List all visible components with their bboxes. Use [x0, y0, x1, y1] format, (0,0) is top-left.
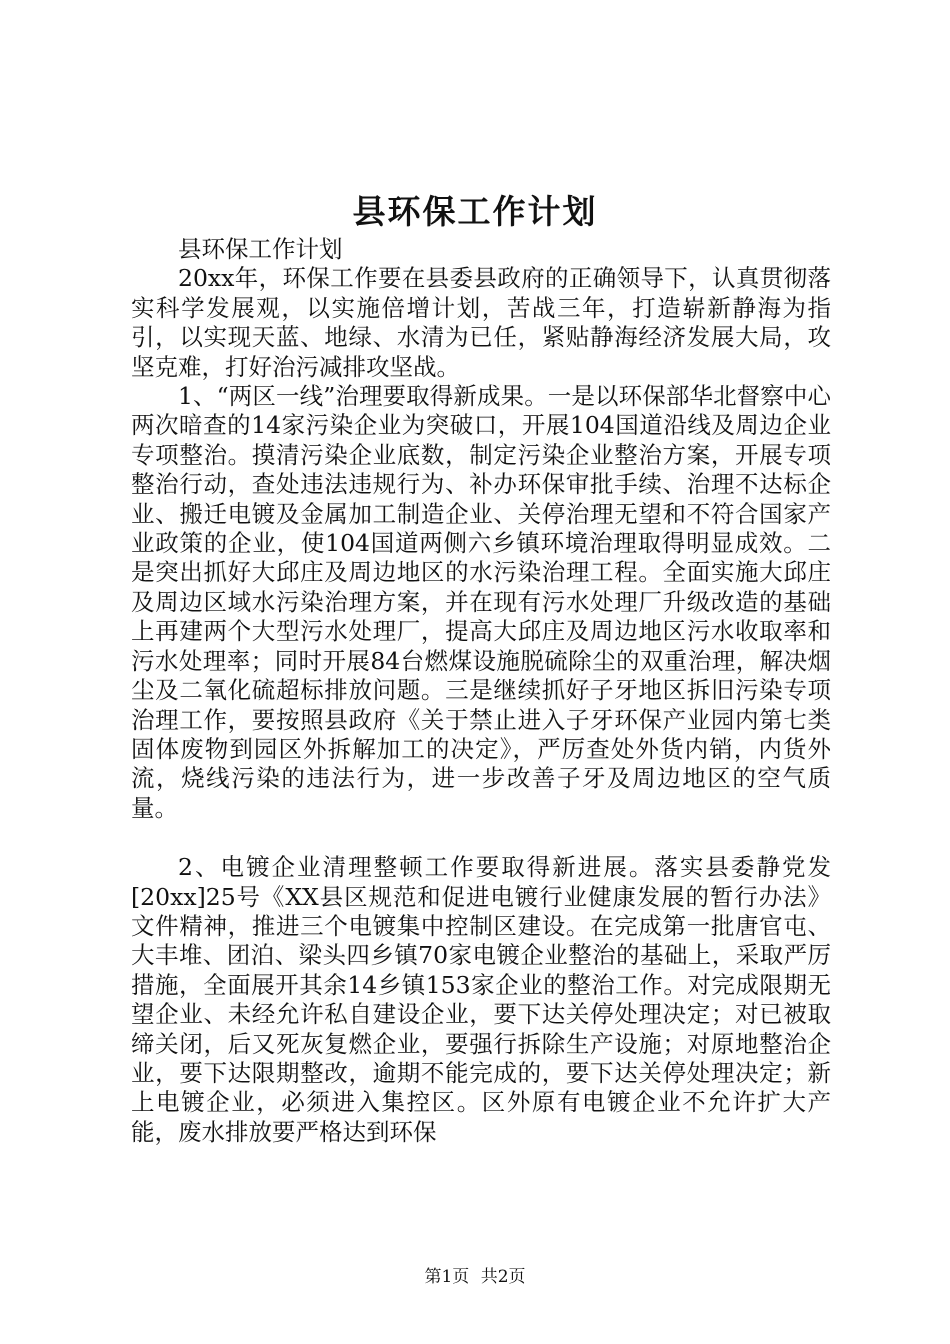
- paragraph-subtitle: 县环保工作计划: [178, 235, 343, 263]
- document-title: 县环保工作计划: [352, 192, 598, 231]
- document-body: [131, 235, 831, 1147]
- paragraph-section-2: 2、电镀企业清理整顿工作要取得新进展。落实县委静党发[20xx]25号《XX县区规范和促进电镀行业健康发展的暂行办法》文件精神，推进三个电镀集中控制区建设。在完成第一批唐官屯、大丰堆、团泊、梁头四乡镇70家电镀企业整治的基础上，采取严厉措施，全面展开其余14乡镇153家企业的整治工作。对完成限期无望企业、未经允许私自建设企业，要下达关停处理决定；对已被取缔关闭，后又死灰复燃企业，要强行拆除生产设施；对原地整治企业，要下达限期整改，逾期不能完成的，要下达关停处理决定；新上电镀企业，必须进入集控区。区外原有电镀企业不允许扩大产能，废水排放要严格达到环保: [131, 853, 831, 1146]
- page-footer: [0, 1262, 950, 1287]
- paragraph-section-1: 1、“两区一线”治理要取得新成果。一是以环保部华北督察中心两次暗查的14家污染企业为突破口，开展104国道沿线及周边企业专项整治。摸清污染企业底数，制定污染企业整治方案，开展专项整治行动，查处违法违规行为、补办环保审批手续、治理不达标企业、搬迁电镀及金属加工制造企业、关停治理无望和不符合国家产业政策的企业，使104国道两侧六乡镇环境治理取得明显成效。二是突出抓好大邱庄及周边地区的水污染治理工程。全面实施大邱庄及周边区域水污染治理方案，并在现有污水处理厂升级改造的基础上再建两个大型污水处理厂，提高大邱庄及周边地区污水收取率和污水处理率；同时开展84台燃煤设施脱硫除尘的双重治理，解决烟尘及二氧化硫超标排放问题。三是继续抓好子牙地区拆旧污染专项治理工作，要按照县政府《关于禁止进入子牙环保产业园内第七类固体废物到园区外拆解加工的决定》，严厉查处外货内销，内货外流，烧线污染的违法行为，进一步改善子牙及周边地区的空气质量。: [131, 382, 831, 822]
- page-total: 共2页: [480, 1267, 526, 1287]
- paragraph-intro: 20xx年，环保工作要在县委县政府的正确领导下，认真贯彻落实科学发展观，以实施倍增计划，苦战三年，打造崭新静海为指引，以实现天蓝、地绿、水清为已任，紧贴静海经济发展大局，攻坚克难，打好治污减排攻坚战。: [131, 264, 831, 381]
- page-number: 第1页: [424, 1267, 470, 1287]
